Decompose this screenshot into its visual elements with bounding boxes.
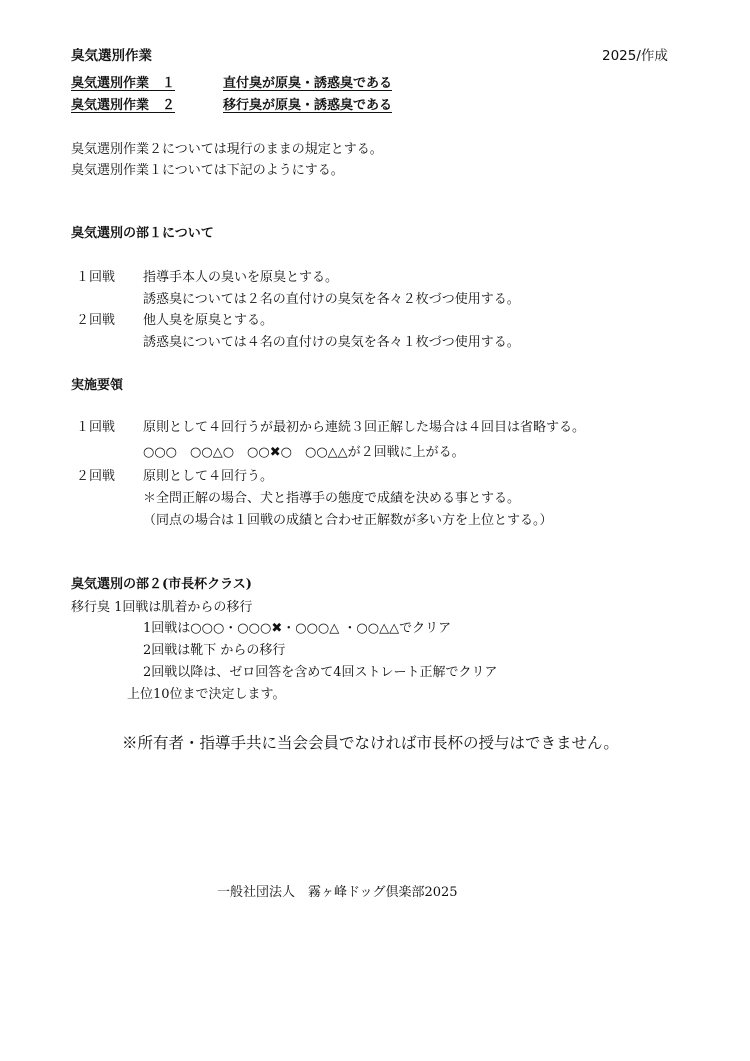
procedure-round-2-line-3: （同点の場合は１回戦の成績と合わせ正解数が多い方を上位とする。）: [143, 513, 553, 528]
page-title: 臭気選別作業: [71, 48, 152, 64]
procedure-heading: 実施要領: [71, 378, 124, 393]
procedure-round-2-line-2: ＊全問正解の場合、犬と指導手の態度で成績を決める事とする。: [143, 491, 521, 506]
procedure-round-1-label: １回戦: [76, 420, 116, 435]
intro-line-2: 臭気選別作業１については下記のようにする。: [71, 163, 344, 178]
section-1-heading: 臭気選別の部１について: [71, 226, 214, 241]
section-2-line-5: 上位10位まで決定します。: [127, 687, 286, 702]
section-2-heading: 臭気選別の部２(市長杯クラス): [71, 577, 252, 592]
task-1-name: 臭気選別作業 １: [71, 76, 176, 91]
procedure-round-1-line-2: ○○○ ○○△○ ○○✖○ ○○△△が２回戦に上がる。: [143, 445, 465, 460]
section-2-line-2: 1回戦は○○○・○○○✖・○○○△ ・○○△△でクリア: [143, 621, 452, 636]
section-1-round-2-line-1: 他人臭を原臭とする。: [143, 313, 274, 328]
task-2-name: 臭気選別作業 ２: [71, 98, 176, 113]
procedure-round-1-line-1: 原則として４回行うが最初から連続３回正解した場合は４回目は省略する。: [143, 420, 586, 435]
section-2-line-3: 2回戦は靴下 からの移行: [143, 643, 286, 658]
section-1-round-1-label: １回戦: [76, 270, 116, 285]
section-1-round-2-line-2: 誘惑臭については４名の直付けの臭気を各々１枚づつ使用する。: [143, 335, 520, 350]
section-1-round-1-line-2: 誘惑臭については２名の直付けの臭気を各々２枚づつ使用する。: [143, 292, 520, 307]
procedure-round-2-line-1: 原則として４回行う。: [143, 469, 274, 484]
membership-notice: ※所有者・指導手共に当会会員でなければ市長杯の授与はできません。: [122, 734, 619, 752]
section-1-round-1-line-1: 指導手本人の臭いを原臭とする。: [143, 270, 339, 285]
intro-line-1: 臭気選別作業２については現行のままの規定とする。: [71, 142, 383, 157]
procedure-round-2-label: ２回戦: [76, 469, 116, 484]
section-1-round-2-label: ２回戦: [76, 313, 116, 328]
task-2-desc: 移行臭が原臭・誘惑臭である: [223, 98, 393, 113]
section-2-line-1: 移行臭 1回戦は肌着からの移行: [71, 600, 253, 615]
footer-organization: 一般社団法人 霧ヶ峰ドッグ倶楽部2025: [217, 885, 458, 900]
section-2-line-4: 2回戦以降は、ゼロ回答を含めて4回ストレート正解でクリア: [143, 665, 498, 680]
creation-date: 2025/作成: [602, 48, 668, 64]
task-1-desc: 直付臭が原臭・誘惑臭である: [223, 76, 393, 91]
